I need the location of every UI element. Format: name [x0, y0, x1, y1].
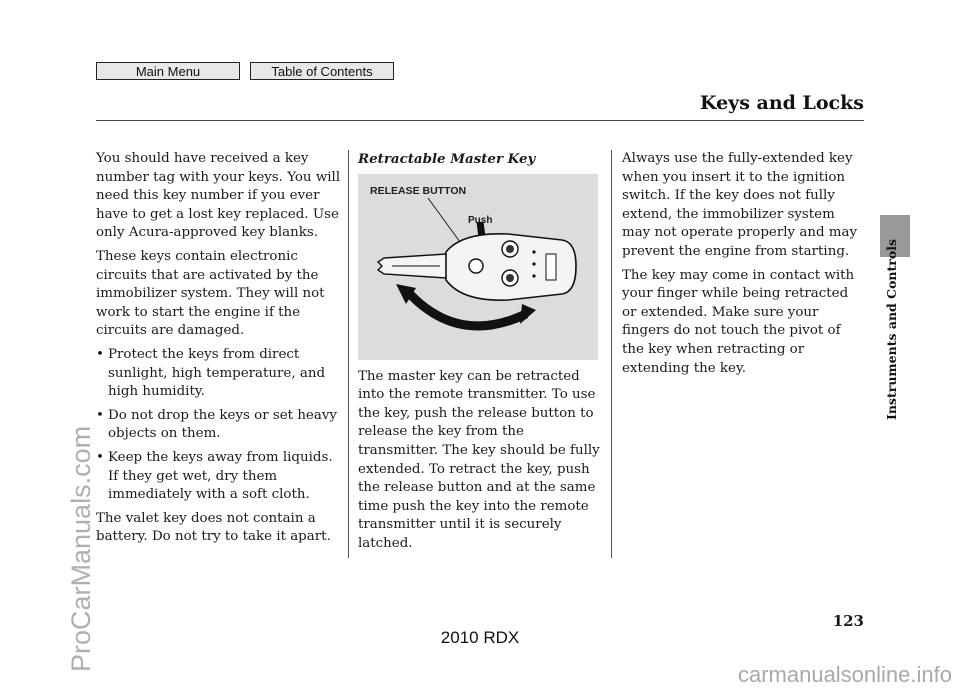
release-button-label: RELEASE BUTTON	[370, 184, 467, 197]
paragraph-retract: The master key can be retracted into the remote transmitter. To use the key, push the release button to release the key from the transmitter. The key should be fully extended. To retract the key, push the release button and at the same time push the key into the remote transmitter until it is securely latched.	[358, 368, 600, 551]
model-footer: 2010 RDX	[440, 628, 520, 647]
list-item	[96, 346, 344, 402]
paragraph-valet-key: The valet key does not contain a battery. Do not try to take it apart.	[96, 510, 331, 545]
table-of-contents-button[interactable]: Table of Contents	[250, 62, 394, 80]
column-divider	[611, 150, 612, 558]
bullet-text: Protect the keys from direct sunlight, high temperature, and high humidity.	[108, 346, 326, 400]
paragraph-circuits: These keys contain electronic circuits that are activated by the immobilizer system. They will not work to start the engine if the circuits are damaged.	[96, 248, 325, 339]
key-illustration	[358, 174, 598, 360]
column-left	[96, 150, 344, 552]
bullet-icon: •	[96, 407, 104, 423]
main-menu-button[interactable]: Main Menu	[96, 62, 240, 80]
column-right	[622, 150, 862, 383]
paragraph-finger-warning: The key may come in contact with your finger while being retracted or extended. Make sure your fingers do not touch the pivot of the key when retracting or extending the key.	[622, 267, 855, 376]
page-number: 123	[832, 612, 864, 630]
header-divider	[96, 120, 864, 121]
paragraph-key-number: You should have received a key number tag with your keys. You will need this key number if you ever have to get a lost key replaced. Use only Acura-approved key blanks.	[96, 151, 341, 241]
bullet-text: Do not drop the keys or set heavy objects on them.	[108, 407, 337, 442]
push-label: Push	[468, 214, 493, 226]
bullet-text: Keep the keys away from liquids. If they get wet, dry them immediately with a soft cloth.	[108, 449, 333, 503]
section-tab-label: Instruments and Controls	[884, 239, 899, 420]
column-divider	[348, 150, 349, 558]
section-title: Keys and Locks	[699, 92, 864, 114]
bullet-icon: •	[96, 346, 104, 362]
list-item	[96, 407, 344, 444]
watermark-bottom-right: carmanualsonline.info	[737, 662, 952, 687]
paragraph-ignition: Always use the fully-extended key when you insert it to the ignition switch. If the key does not fully extend, the immobilizer system may not operate properly and may prevent the engine from starting.	[622, 151, 858, 259]
watermark-left: ProCarManuals.com	[66, 425, 96, 672]
subsection-heading: Retractable Master Key	[358, 151, 536, 167]
master-key-drawing	[358, 174, 598, 360]
column-middle	[358, 150, 602, 559]
bullet-icon: •	[96, 449, 104, 465]
list-item	[96, 449, 344, 505]
